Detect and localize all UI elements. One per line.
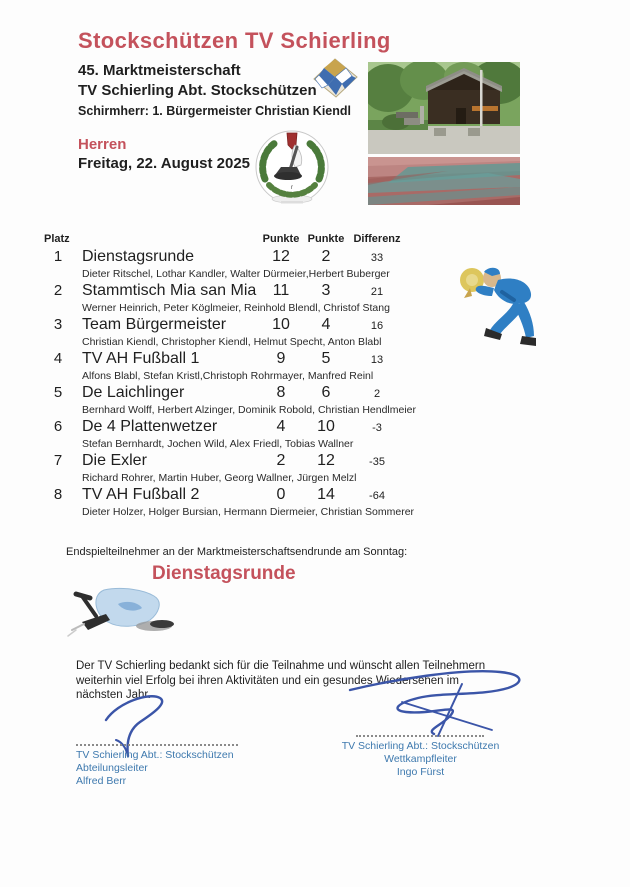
points-won: 2	[276, 452, 286, 469]
event-date: Freitag, 22. August 2025	[78, 155, 251, 172]
col-header-platz: Platz	[44, 233, 70, 245]
points-won: 0	[276, 486, 286, 503]
difference: 21	[370, 286, 384, 298]
page-title: Stockschützen TV Schierling	[78, 28, 391, 53]
player-names: Werner Heinrich, Peter Köglmeier, Reinhold Blendl, Christof Stang	[82, 302, 390, 314]
signature-right-icon	[342, 650, 532, 745]
points-won: 8	[276, 384, 286, 401]
team-name: Team Bürgermeister	[82, 316, 227, 333]
closing-line: Der TV Schierling bedankt sich für die Teilnahme und wünscht allen Teilnehmern	[76, 660, 486, 672]
player-names: Dieter Ritschel, Lothar Kandler, Walter Dürmeier,Herbert Buberger	[82, 268, 390, 280]
final-round-winner: Dienstagsrunde	[152, 563, 296, 584]
table-row	[40, 316, 428, 349]
points-won: 9	[276, 350, 286, 367]
category-label: Herren	[78, 136, 127, 153]
table-row	[40, 248, 428, 281]
player-names: Alfons Blabl, Stefan Kristl,Christoph Rohrmayer, Manfred Reinl	[82, 370, 374, 382]
patron-line: Schirmherr: 1. Bürgermeister Christian Kiendl	[78, 104, 351, 118]
points-won: 11	[272, 282, 290, 299]
table-row	[40, 418, 428, 451]
rank: 7	[53, 452, 63, 469]
difference: -35	[369, 456, 385, 468]
col-header-punkte2: Punkte	[307, 233, 345, 245]
player-names: Bernhard Wolff, Herbert Alzinger, Dominik Robold, Christian Hendlmeier	[82, 404, 417, 416]
difference: 16	[370, 320, 384, 332]
rank: 2	[53, 282, 63, 299]
signature-name: Alfred Berr	[76, 775, 127, 787]
results-table-header	[40, 233, 428, 246]
clubhouse-photo	[368, 62, 520, 154]
rank: 8	[53, 486, 63, 503]
table-row	[40, 452, 428, 485]
team-name: De Laichlinger	[82, 384, 185, 401]
rank: 3	[53, 316, 63, 333]
team-name: Die Exler	[82, 452, 147, 469]
points-lost: 6	[321, 384, 331, 401]
organizer-line: TV Schierling Abt. Stockschützen	[78, 82, 317, 99]
col-header-differenz: Differenz	[353, 233, 401, 245]
stock-court-photo	[368, 157, 520, 205]
signature-block-left	[76, 749, 234, 788]
rank: 4	[53, 350, 63, 367]
col-header-team	[76, 233, 258, 246]
points-lost: 4	[321, 316, 331, 333]
player-names: Stefan Bernhardt, Jochen Wild, Alex Friedl, Tobias Wallner	[82, 438, 354, 450]
signature-role: Wettkampfleiter	[384, 753, 457, 765]
signature-role: Abteilungsleiter	[76, 762, 148, 774]
points-lost: 3	[321, 282, 331, 299]
event-title: 45. Marktmeisterschaft	[78, 62, 241, 79]
club-crest-icon	[251, 127, 333, 214]
points-lost: 2	[321, 248, 331, 265]
points-won: 10	[272, 316, 290, 333]
eisstock-clipart-icon	[66, 586, 188, 645]
difference: -64	[369, 490, 385, 502]
points-won: 4	[276, 418, 286, 435]
difference: -3	[372, 422, 382, 434]
difference: 2	[373, 388, 381, 400]
signature-block-right	[338, 740, 503, 779]
points-lost: 12	[317, 452, 335, 469]
player-names: Richard Rohrer, Martin Huber, Georg Wallner, Jürgen Melzl	[82, 472, 357, 484]
points-lost: 5	[321, 350, 331, 367]
signature-org: TV Schierling Abt.: Stockschützen	[76, 749, 234, 761]
table-row	[40, 282, 428, 315]
svg-text:r: r	[291, 185, 293, 191]
team-name: TV AH Fußball 2	[82, 486, 200, 503]
final-round-note: Endspielteilnehmer an der Marktmeisterschaftsendrunde am Sonntag:	[66, 546, 408, 558]
difference: 33	[370, 252, 384, 264]
results-table	[40, 233, 428, 520]
signature-name: Ingo Fürst	[396, 766, 445, 778]
team-name: Stammtisch Mia san Mia	[82, 282, 257, 299]
team-name: De 4 Plattenwetzer	[82, 418, 218, 435]
player-names: Christian Kiendl, Christopher Kiendl, Helmut Specht, Anton Blabl	[82, 336, 382, 348]
table-row	[40, 384, 428, 417]
eisstock-player-illustration	[450, 258, 546, 359]
closing-line: weiterhin viel Erfolg bei ihren Aktivitäten und ein gesundes Wiedersehen im	[76, 674, 459, 687]
table-row	[40, 486, 428, 519]
signature-org: TV Schierling Abt.: Stockschützen	[341, 740, 500, 752]
team-name: Dienstagsrunde	[82, 248, 195, 265]
col-header-punkte1: Punkte	[262, 233, 300, 245]
bavarian-diamond-logo-icon	[312, 58, 358, 103]
signature-line	[356, 735, 484, 737]
closing-line: nächsten Jahr.	[76, 689, 151, 701]
signature-line	[76, 744, 238, 746]
player-names: Dieter Holzer, Holger Bursian, Hermann Diermeier, Christian Sommerer	[82, 506, 415, 518]
rank: 6	[53, 418, 63, 435]
points-won: 12	[272, 248, 290, 265]
points-lost: 14	[317, 486, 335, 503]
points-lost: 10	[317, 418, 335, 435]
rank: 5	[53, 384, 63, 401]
team-name: TV AH Fußball 1	[82, 350, 200, 367]
difference: 13	[370, 354, 384, 366]
rank: 1	[53, 248, 63, 265]
table-row	[40, 350, 428, 383]
